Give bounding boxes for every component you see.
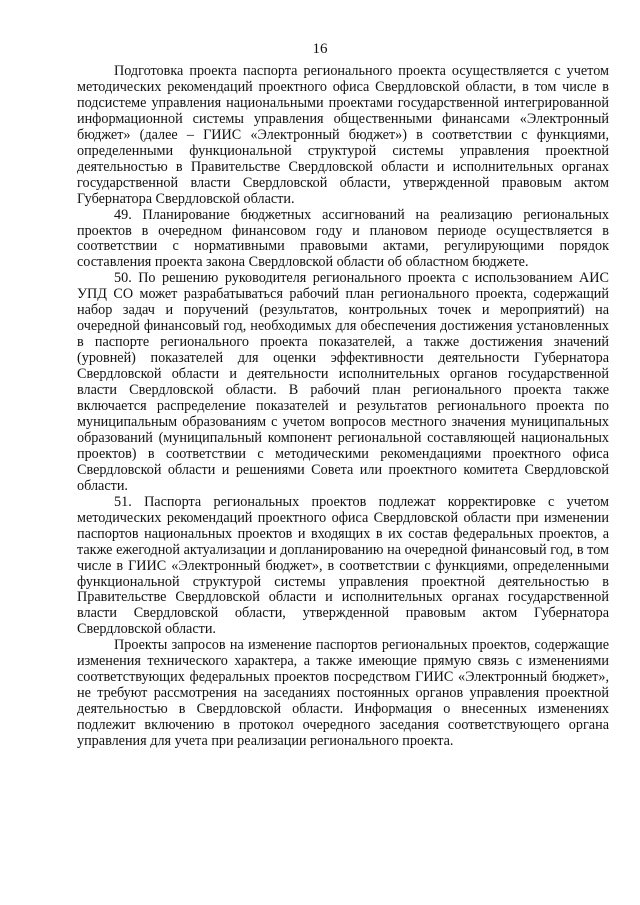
paragraph-51-passport-adjustment: 51. Паспорта региональных проектов подлежат корректировке с учетом методических рекомендаций проектного офиса Свердловской области при изменении паспортов национальных проектов и входящих в их состав федеральных проектов, а также ежегодной актуализации и допланированию на очередной финансовый год, в том числе в ГИИС «Электронный бюджет», в соответствии с функциями, определенными функциональной структурой системы управления проектной деятельностью в Правительстве Свердловской области и исполнительных органах государственной власти Свердловской области, утвержденной правовым актом Губернатора Свердловской области. xyxy=(77,493,609,638)
page-number: 16 xyxy=(312,41,328,57)
document-body xyxy=(77,64,609,750)
paragraph-50-work-plan: 50. По решению руководителя регионального проекта с использованием АИС УПД СО может разрабатываться рабочий план регионального проекта, содержащий набор задач и поручений (результатов, контрольных точек и мероприятий) на очередной финансовый год, необходимых для обеспечения достижения установленных в паспорте регионального проекта показателей, а также достижения значений (уровней) показателей для оценки эффективности деятельности Губернатора Свердловской области и деятельности исполнительных органов государственной власти Свердловской области. В рабочий план регионального проекта также включается распределение показателей и результатов регионального проекта по муниципальным образованиям с учетом вопросов местного значения муниципальных образований (муниципальный компонент региональной составляющей национальных проектов) в соответствии с методическими рекомендациями проектного офиса Свердловской области и решениями Совета или проектного комитета Свердловской области. xyxy=(77,270,609,494)
paragraph-project-passport-preparation: Подготовка проекта паспорта регионального проекта осуществляется с учетом методических рекомендаций проектного офиса Свердловской области, в том числе в подсистеме управления национальными проектами государственной интегрированной информационной системы управления общественными финансами «Электронный бюджет» (далее – ГИИС «Электронный бюджет») в соответствии с функциями, определенными функциональной структурой системы управления проектной деятельностью в Правительстве Свердловской области и исполнительных органах государственной власти Свердловской области, утвержденной правовым актом Губернатора Свердловской области. xyxy=(77,63,609,207)
paragraph-change-requests: Проекты запросов на изменение паспортов региональных проектов, содержащие изменения технического характера, а также имеющие прямую связь с изменениями соответствующих федеральных проектов посредством ГИИС «Электронный бюджет», не требуют рассмотрения на заседаниях постоянных органов управления проектной деятельностью в Свердловской области. Информация о внесенных изменениях подлежит включению в протокол очередного заседания соответствующего органа управления для учета при реализации регионального проекта. xyxy=(77,637,609,750)
paragraph-49-budget-planning: 49. Планирование бюджетных ассигнований на реализацию региональных проектов в очередном финансовом году и плановом периоде осуществляется в соответствии с нормативными правовыми актами, регулирующими порядок составления проекта закона Свердловской области об областном бюджете. xyxy=(77,206,609,271)
